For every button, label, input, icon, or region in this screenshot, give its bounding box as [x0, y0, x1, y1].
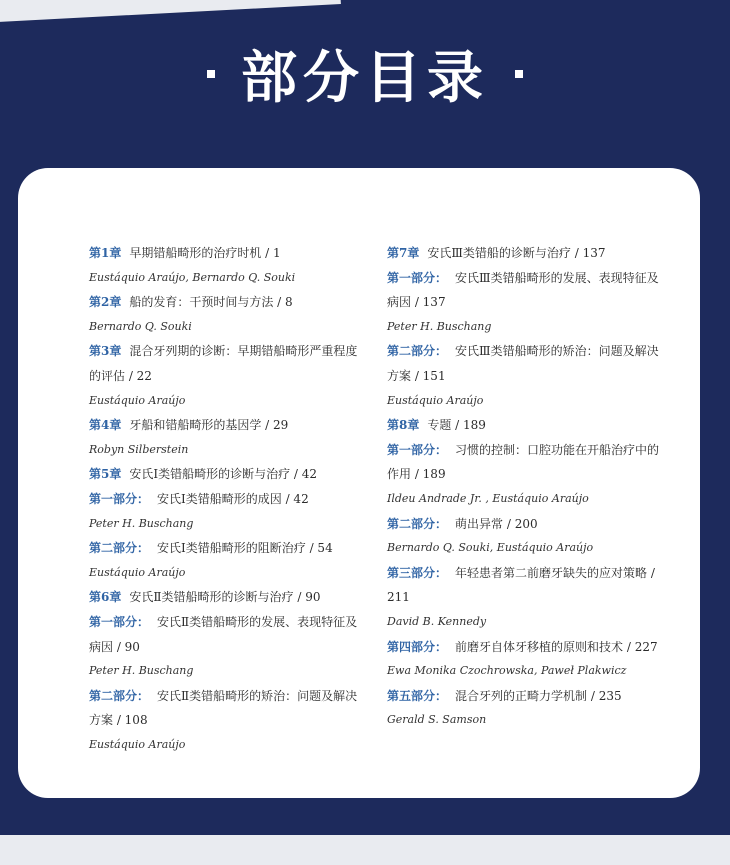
toc-entry — [89, 339, 369, 388]
toc-entry-label: 第二部分： — [89, 541, 150, 556]
toc-entry — [387, 561, 667, 610]
toc-entry-label: 第三部分： — [387, 565, 448, 580]
decorative-stripe — [0, 0, 341, 24]
toc-entry-label: 第5章 — [89, 467, 122, 482]
page-header — [0, 38, 730, 110]
toc-entry-text: 混合牙列期的诊断：早期错船畸形严重程度的评估 / 22 — [89, 344, 358, 383]
toc-author: Bernardo Q. Souki, Eustáquio Araújo — [387, 541, 594, 555]
toc-entry-label: 第二部分： — [387, 516, 448, 531]
toc-entry-label: 第3章 — [89, 344, 122, 359]
toc-entry — [387, 339, 667, 388]
toc-entry-text: 船的发育：干预时间与方法 / 8 — [129, 295, 293, 310]
toc-entry — [89, 241, 369, 266]
toc-entry-text: 前磨牙自体牙移植的原则和技术 / 227 — [455, 639, 658, 654]
toc-author: Peter H. Buschang — [89, 516, 194, 530]
toc-entry-text: 安氏Ⅱ类错船畸形的诊断与治疗 / 90 — [129, 590, 321, 605]
toc-entry-label: 第一部分： — [387, 270, 448, 285]
toc-entry-label: 第7章 — [387, 246, 420, 260]
bottom-bar — [0, 835, 730, 865]
toc-column-left — [89, 241, 369, 757]
toc-author: Ewa Monika Czochrowska, Paweł Plakwicz — [387, 664, 627, 678]
toc-entry-label: 第二部分： — [89, 688, 150, 703]
toc-column-right — [387, 241, 667, 733]
toc-entry-text: 安氏Ⅲ类错船畸形的发展、表现特征及病因 / 137 — [387, 270, 659, 310]
toc-entry — [387, 413, 667, 438]
toc-entry-text: 安氏Ⅰ类错船畸形的成因 / 42 — [157, 491, 309, 506]
toc-entry-text: 混合牙列的正畸力学机制 / 235 — [455, 688, 622, 703]
toc-entry — [89, 536, 369, 561]
toc-card — [18, 168, 700, 798]
title-dot-left — [207, 70, 215, 78]
toc-entry — [89, 462, 369, 487]
toc-author: Eustáquio Araújo — [89, 393, 186, 407]
toc-entry — [89, 487, 369, 512]
toc-entry-label: 第一部分： — [387, 442, 448, 457]
toc-entry-text: 萌出异常 / 200 — [455, 516, 538, 531]
toc-entry-text: 安氏Ⅲ类错船的诊断与治疗 / 137 — [427, 246, 606, 260]
toc-entry-text: 专题 / 189 — [427, 418, 486, 433]
toc-author: David B. Kennedy — [387, 614, 487, 628]
title-dot-right — [515, 70, 523, 78]
toc-entry-text: 安氏Ⅱ类错船畸形的矫治：问题及解决方案 / 108 — [89, 688, 358, 728]
toc-entry-label: 第2章 — [89, 295, 122, 310]
toc-author: Eustáquio Araújo — [89, 565, 186, 579]
toc-author: Ildeu Andrade Jr. , Eustáquio Araújo — [387, 491, 589, 505]
toc-entry — [387, 438, 667, 487]
toc-entry-label: 第6章 — [89, 590, 122, 605]
toc-entry-label: 第二部分： — [387, 344, 448, 359]
toc-entry-text: 安氏Ⅰ类错船畸形的阻断治疗 / 54 — [157, 541, 333, 556]
toc-entry — [89, 610, 369, 659]
toc-author: Eustáquio Araújo — [387, 393, 484, 407]
toc-entry-label: 第4章 — [89, 418, 122, 433]
toc-entry-label: 第1章 — [89, 246, 122, 260]
toc-entry-text: 安氏Ⅱ类错船畸形的发展、表现特征及病因 / 90 — [89, 614, 358, 654]
toc-entry-text: 早期错船畸形的治疗时机 / 1 — [129, 246, 281, 260]
toc-entry-text: 安氏Ⅲ类错船畸形的矫治：问题及解决方案 / 151 — [387, 344, 659, 383]
toc-entry-text: 牙船和错船畸形的基因学 / 29 — [129, 418, 289, 433]
toc-entry — [89, 413, 369, 438]
toc-entry — [387, 635, 667, 660]
toc-author: Bernardo Q. Souki — [89, 319, 192, 333]
page-title: 部分目录 — [241, 46, 489, 111]
toc-author: Robyn Silberstein — [89, 442, 189, 456]
toc-entry — [387, 266, 667, 315]
toc-entry-text: 安氏Ⅰ类错船畸形的诊断与治疗 / 42 — [129, 467, 318, 482]
toc-author: Eustáquio Araújo, Bernardo Q. Souki — [89, 270, 296, 284]
toc-entry — [89, 684, 369, 733]
toc-entry-text: 年轻患者第二前磨牙缺失的应对策略 / 211 — [387, 565, 655, 605]
toc-entry-label: 第8章 — [387, 418, 420, 433]
toc-author: Peter H. Buschang — [387, 319, 492, 333]
toc-entry-label: 第一部分： — [89, 614, 150, 629]
toc-entry-label: 第四部分： — [387, 639, 448, 654]
toc-author: Peter H. Buschang — [89, 664, 194, 678]
toc-entry-label: 第五部分： — [387, 688, 448, 703]
toc-entry — [89, 585, 369, 610]
toc-entry-label: 第一部分： — [89, 491, 150, 506]
toc-author: Gerald S. Samson — [387, 713, 487, 727]
toc-entry — [387, 684, 667, 709]
toc-author: Eustáquio Araújo — [89, 737, 186, 751]
toc-entry-text: 习惯的控制：口腔功能在开船治疗中的作用 / 189 — [387, 442, 660, 482]
toc-entry — [387, 512, 667, 537]
toc-entry — [387, 241, 667, 266]
toc-entry — [89, 290, 369, 315]
